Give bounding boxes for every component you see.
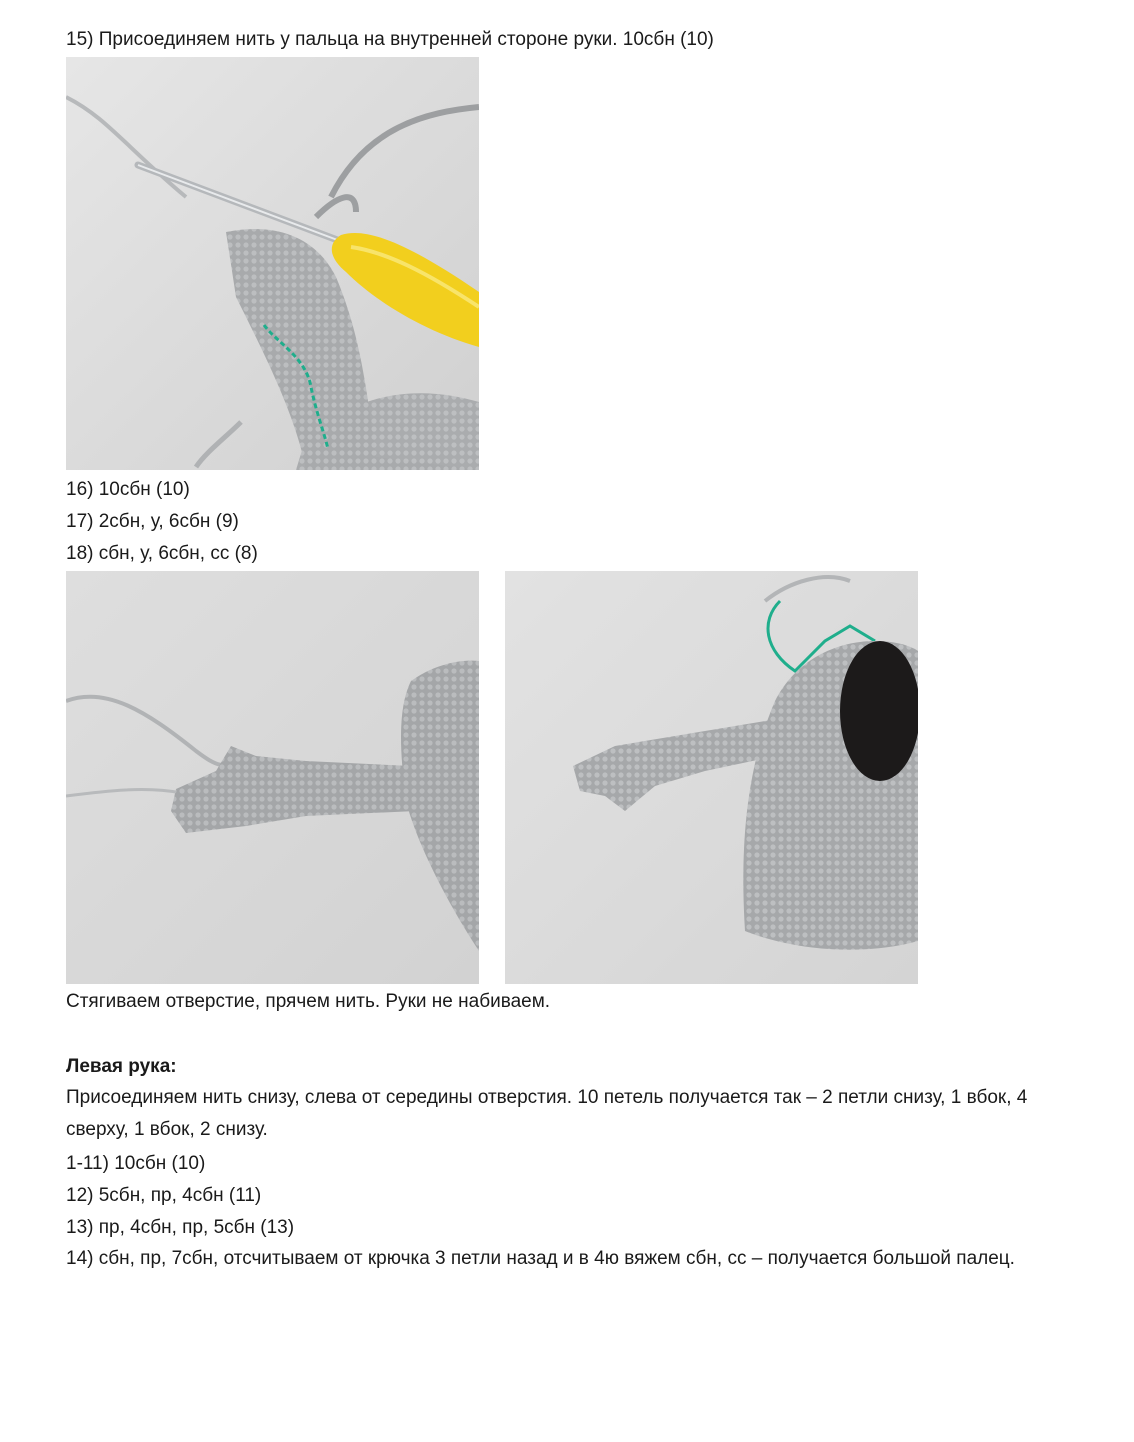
left-arm-heading: Левая рука: xyxy=(66,1056,177,1077)
step-16-text: 16) 10сбн (10) xyxy=(66,479,190,500)
closing-note-text: Стягиваем отверстие, прячем нить. Руки не набиваем. xyxy=(66,991,551,1012)
left-arm-intro: Присоединяем нить снизу, слева от середины отверстия. 10 петель получается так – 2 петли снизу, 1 вбок, 4 сверху, 1 вбок, 2 снизу. xyxy=(66,1087,1028,1140)
left-arm-step-4: 14) сбн, пр, 7сбн, отсчитываем от крючка 3 петли назад и в 4ю вяжем сбн, сс – получается большой палец. xyxy=(66,1248,1015,1269)
photo-hook-arm xyxy=(66,57,479,470)
photo-arm-body xyxy=(505,571,918,984)
left-arm-step-3: 13) пр, 4сбн, пр, 5сбн (13) xyxy=(66,1217,295,1238)
step-18-text: 18) сбн, у, 6сбн, сс (8) xyxy=(66,543,258,564)
photo-arm-side xyxy=(66,571,479,984)
step-17-text: 17) 2сбн, у, 6сбн (9) xyxy=(66,511,239,532)
left-arm-step-2: 12) 5сбн, пр, 4сбн (11) xyxy=(66,1185,262,1206)
step-15-text: 15) Присоединяем нить у пальца на внутренней стороне руки. 10сбн (10) xyxy=(66,29,714,50)
left-arm-step-1: 1-11) 10сбн (10) xyxy=(66,1153,206,1174)
